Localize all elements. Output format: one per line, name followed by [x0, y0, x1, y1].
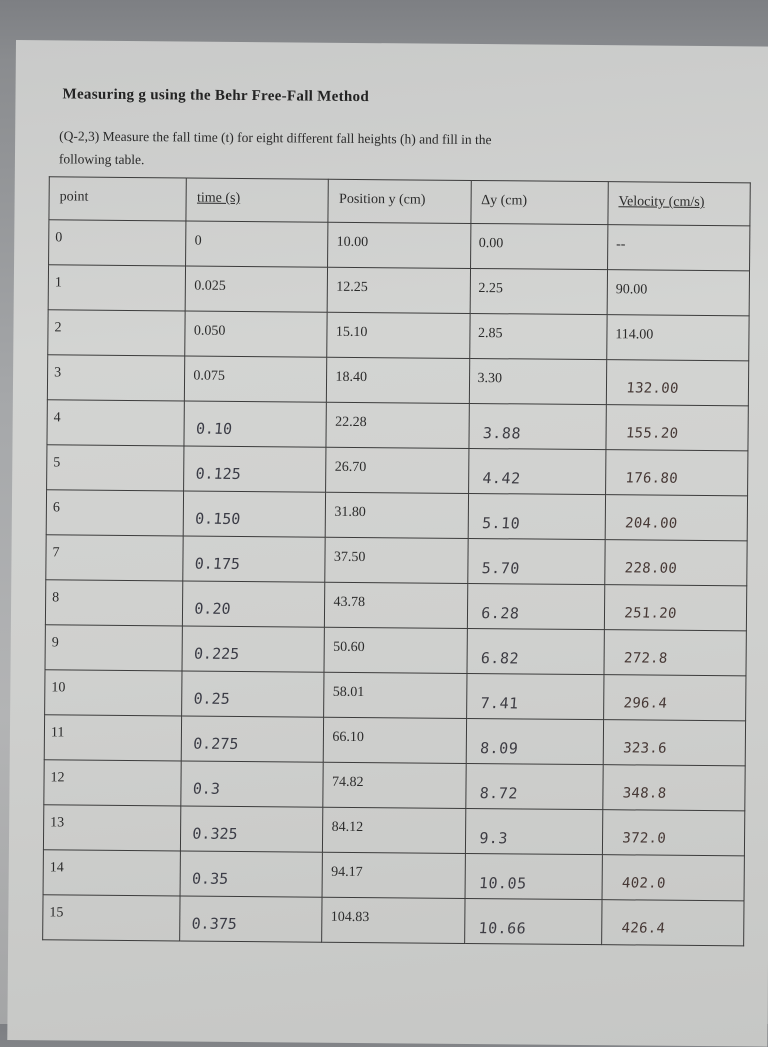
table-row [44, 760, 745, 811]
cell-position-value: 10.00 [336, 234, 369, 251]
cell-position-value: 94.17 [331, 864, 363, 881]
cell-dy-value: 8.72 [478, 784, 519, 803]
cell-position [327, 357, 469, 403]
cell-point-value: 13 [50, 815, 65, 831]
instructions-line-2: following table. [58, 151, 145, 168]
cell-time [181, 761, 323, 807]
cell-point [43, 895, 181, 941]
cell-point-value: 6 [52, 500, 60, 516]
cell-point-value: 8 [52, 590, 60, 606]
cell-velocity [604, 585, 746, 631]
cell-dy-value: 0.00 [478, 236, 504, 252]
cell-dy [468, 493, 606, 539]
cell-point [45, 625, 183, 671]
cell-time-value: 0.025 [194, 278, 226, 294]
table-row [49, 220, 750, 271]
cell-velocity [602, 810, 744, 856]
cell-position [324, 672, 466, 718]
cell-position-value: 12.25 [336, 279, 368, 296]
cell-time-value: 0 [194, 233, 202, 249]
cell-velocity [606, 360, 748, 406]
cell-time [182, 671, 324, 717]
cell-position-value: 31.80 [334, 504, 366, 521]
cell-point-value: 2 [54, 320, 62, 336]
cell-point [45, 580, 183, 626]
cell-dy-value: 5.70 [480, 559, 521, 578]
cell-position [328, 267, 470, 313]
table-row [45, 625, 746, 676]
table-body [43, 220, 750, 946]
cell-position [327, 312, 469, 358]
cell-dy-value: 5.10 [480, 514, 521, 533]
cell-time-value: 0.3 [192, 779, 222, 798]
cell-time [185, 356, 327, 402]
cell-position [324, 717, 466, 763]
cell-time [181, 806, 323, 852]
cell-position-value: 15.10 [335, 324, 368, 341]
cell-time-value: 0.325 [192, 824, 239, 843]
cell-time-value: 0.275 [192, 734, 240, 753]
cell-position [328, 222, 470, 268]
table-row [47, 445, 748, 496]
cell-point [49, 220, 187, 266]
cell-point-value: 3 [54, 365, 62, 381]
cell-dy [466, 673, 604, 719]
cell-velocity [605, 495, 747, 541]
cell-dy-value: 2.25 [478, 281, 503, 297]
cell-velocity [605, 540, 747, 586]
cell-velocity [602, 900, 744, 946]
cell-position [323, 807, 465, 853]
cell-position-value: 43.78 [333, 594, 366, 611]
cell-position-value: 104.83 [330, 909, 370, 926]
cell-dy [465, 853, 603, 899]
cell-point [48, 265, 186, 311]
table-row [43, 850, 744, 901]
cell-velocity [604, 630, 746, 676]
cell-dy [467, 583, 605, 629]
page-title: Measuring g using the Behr Free-Fall Method [62, 86, 370, 106]
cell-velocity-value: 155.20 [625, 425, 679, 442]
header-position: Position y (cm) [328, 179, 470, 223]
cell-point [43, 805, 181, 851]
cell-time-value: 0.150 [194, 509, 242, 528]
cell-velocity-value: 402.0 [621, 875, 667, 892]
table-row [48, 310, 749, 361]
cell-point [44, 715, 182, 761]
cell-dy-value: 4.42 [481, 469, 521, 488]
cell-velocity-value: 372.0 [621, 830, 667, 847]
cell-velocity-value: 204.00 [624, 515, 679, 532]
cell-velocity-value: 426.4 [620, 920, 666, 937]
cell-velocity-value: 132.00 [625, 380, 680, 397]
cell-time-value: 0.175 [194, 554, 242, 573]
cell-point-value: 1 [54, 275, 62, 291]
cell-time [183, 536, 325, 582]
cell-time-value: 0.35 [191, 869, 230, 888]
table-row [47, 400, 748, 451]
cell-dy [465, 808, 603, 854]
cell-velocity-value: 251.20 [623, 605, 678, 622]
cell-point [47, 400, 185, 446]
cell-velocity [606, 405, 748, 451]
cell-velocity [607, 225, 749, 271]
cell-position-value: 50.60 [333, 639, 365, 656]
cell-position [325, 582, 467, 628]
cell-position-value: 84.12 [331, 819, 364, 836]
cell-velocity-value: 114.00 [615, 327, 654, 343]
cell-time [182, 626, 324, 672]
cell-dy [470, 268, 608, 314]
cell-dy [467, 538, 605, 584]
cell-time-value: 0.20 [194, 599, 232, 618]
cell-dy-value: 7.41 [479, 694, 519, 713]
cell-dy-value: 6.82 [479, 649, 520, 668]
cell-velocity-value: 272.8 [623, 650, 669, 667]
table-row [48, 265, 749, 316]
cell-dy [467, 628, 605, 674]
cell-dy [470, 223, 608, 269]
cell-dy-value: 6.28 [480, 604, 520, 623]
cell-point-value: 12 [50, 770, 65, 786]
cell-dy-value: 8.09 [478, 739, 519, 758]
header-point: point [49, 177, 187, 221]
cell-dy-value: 10.05 [477, 874, 527, 893]
cell-position [326, 402, 468, 448]
instructions-line-1: (Q-2,3) Measure the fall time (t) for eight different fall heights (h) and fill in the [59, 128, 492, 148]
table-row [46, 535, 747, 586]
cell-velocity [605, 450, 747, 496]
cell-position-value: 22.28 [335, 414, 367, 431]
cell-point-value: 14 [49, 860, 64, 876]
cell-velocity [607, 270, 749, 316]
cell-time [185, 311, 327, 357]
cell-time-value: 0.125 [195, 464, 242, 483]
cell-point [45, 670, 183, 716]
cell-time [186, 266, 328, 312]
free-fall-table [42, 176, 751, 946]
cell-position [325, 537, 467, 583]
table-row [43, 895, 744, 946]
cell-velocity [607, 315, 749, 361]
table-header-row [49, 177, 750, 226]
cell-time [183, 581, 325, 627]
cell-velocity [603, 675, 745, 721]
header-dy: Δy (cm) [470, 180, 608, 224]
cell-position [324, 627, 466, 673]
cell-time-value: 0.375 [191, 914, 238, 933]
cell-time [182, 716, 324, 762]
cell-time-value: 0.050 [193, 323, 226, 339]
cell-point-value: 0 [55, 230, 63, 246]
cell-velocity [603, 720, 745, 766]
instructions [59, 124, 619, 175]
cell-time-value: 0.10 [195, 419, 234, 438]
cell-time [186, 221, 328, 267]
cell-point-value: 7 [52, 545, 60, 561]
cell-dy [464, 898, 602, 944]
cell-position-value: 18.40 [335, 369, 368, 386]
cell-time [184, 491, 326, 537]
cell-velocity-value: 176.80 [624, 470, 679, 487]
cell-position-value: 58.01 [332, 684, 365, 701]
cell-dy [466, 718, 604, 764]
cell-point [48, 310, 186, 356]
cell-time [180, 851, 322, 897]
cell-time [180, 896, 322, 942]
cell-velocity [603, 765, 745, 811]
cell-velocity-value: 348.8 [622, 785, 667, 802]
cell-velocity-value: 323.6 [622, 740, 668, 757]
cell-point-value: 9 [51, 635, 59, 651]
cell-position [326, 492, 468, 538]
header-time: time (s) [186, 178, 328, 222]
table-row [44, 715, 745, 766]
cell-point [44, 760, 182, 806]
worksheet-page [7, 40, 768, 1047]
cell-dy-value: 3.30 [477, 371, 503, 387]
cell-dy [465, 763, 603, 809]
cell-velocity-value: -- [616, 237, 626, 253]
table-row [46, 490, 747, 541]
cell-dy-value: 2.85 [477, 326, 503, 342]
cell-velocity-value: 228.00 [623, 560, 678, 577]
cell-point-value: 5 [53, 455, 61, 471]
cell-position-value: 26.70 [334, 459, 367, 476]
cell-position [322, 897, 464, 943]
cell-point-value: 10 [51, 680, 66, 696]
cell-velocity [602, 855, 744, 901]
cell-time [184, 401, 326, 447]
cell-time-value: 0.075 [193, 368, 226, 384]
cell-position [323, 762, 465, 808]
cell-dy [469, 313, 607, 359]
cell-point [46, 490, 184, 536]
cell-dy-value: 3.88 [481, 424, 522, 443]
cell-dy-value: 10.66 [477, 919, 527, 938]
cell-point-value: 11 [50, 725, 65, 741]
cell-velocity-value: 90.00 [615, 282, 648, 298]
cell-dy-value: 9.3 [478, 829, 509, 848]
table-row [43, 805, 744, 856]
cell-position-value: 66.10 [332, 729, 364, 746]
cell-position-value: 37.50 [333, 549, 366, 566]
header-velocity: Velocity (cm/s) [608, 182, 750, 226]
cell-point [46, 535, 184, 581]
table-row [47, 355, 748, 406]
cell-point [47, 445, 185, 491]
cell-time [184, 446, 326, 492]
cell-dy [468, 448, 606, 494]
cell-time-value: 0.225 [193, 644, 241, 663]
table-row [45, 580, 746, 631]
cell-point [43, 850, 181, 896]
cell-position [326, 447, 468, 493]
cell-position [322, 852, 464, 898]
cell-dy [468, 403, 606, 449]
cell-position-value: 74.82 [331, 774, 364, 791]
cell-time-value: 0.25 [193, 689, 231, 708]
cell-point-value: 15 [49, 905, 64, 921]
cell-dy [469, 358, 607, 404]
cell-point [47, 355, 185, 401]
cell-point-value: 4 [53, 410, 61, 426]
cell-velocity-value: 296.4 [622, 695, 668, 712]
table-row [45, 670, 746, 721]
